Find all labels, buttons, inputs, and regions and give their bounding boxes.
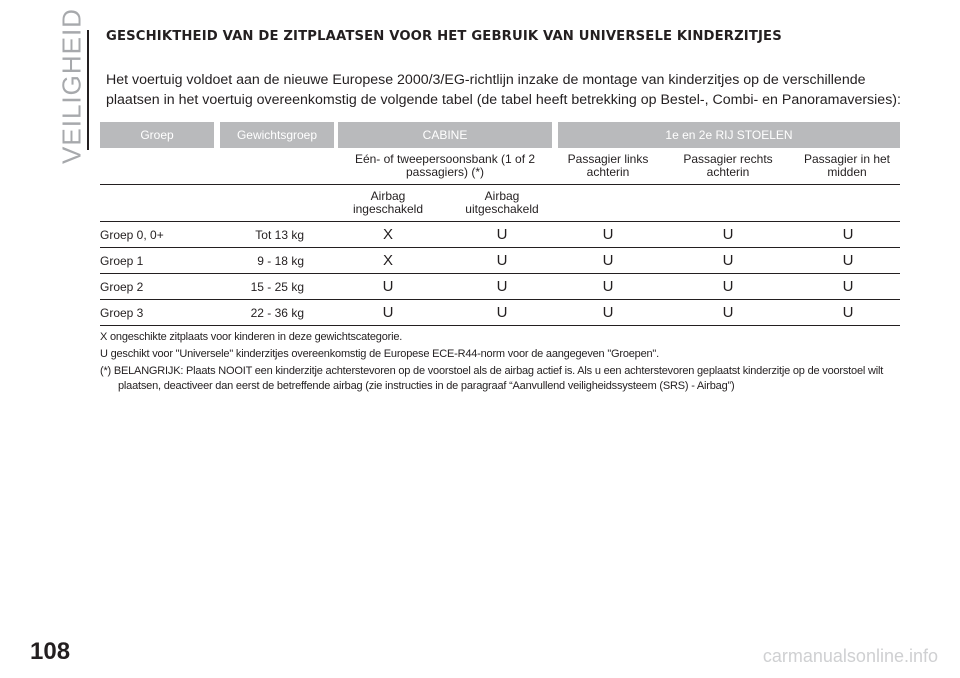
mark-rear-right: U	[722, 226, 734, 243]
table-row	[100, 300, 900, 326]
mark-airbag-off: U	[496, 304, 508, 321]
note-u: U geschikt voor "Universele" kinderzitjes overeenkomstig de Europese ECE-R44-norm voor de aangegeven "Groepen".	[100, 348, 659, 360]
table-notes	[100, 330, 900, 397]
mark-rear-left: U	[602, 252, 614, 269]
header-cabin: CABINE	[338, 122, 552, 148]
table-row	[100, 274, 900, 300]
watermark: carmanualsonline.info	[762, 646, 938, 666]
subheader-airbag-off: Airbag uitgeschakeld	[465, 189, 539, 216]
page-title: GESCHIKTHEID VAN DE ZITPLAATSEN VOOR HET GEBRUIK VAN UNIVERSELE KINDERZITJES	[106, 29, 782, 44]
subheader-airbag-on: Airbag ingeschakeld	[352, 189, 424, 216]
row-weight: 22 - 36 kg	[250, 305, 304, 320]
subheader-bench: Eén- of tweepersoonsbank (1 of 2 passagiers) (*)	[354, 152, 536, 179]
mark-airbag-on: U	[382, 278, 394, 295]
mark-rear-left: U	[602, 304, 614, 321]
header-weight: Gewichtsgroep	[220, 122, 334, 148]
note-airbag-warning: (*) BELANGRIJK: Plaats NOOIT een kinderzitje achterstevoren op de voorstoel als de airbag actief is. Als u een achterstevoren geplaatst kinderzitje op de voorstoel wilt plaatsen, deactiveer dan eerst de betreffende airbag (zie instructies in de paragraaf “Aanvullend veiligheidssysteem (SRS) - Airbag”)	[100, 365, 884, 392]
header-rows: 1e en 2e RIJ STOELEN	[558, 122, 900, 148]
page-number: 108	[30, 638, 71, 665]
table-airbag-row	[100, 185, 900, 222]
mark-airbag-on: X	[382, 226, 393, 243]
row-group: Groep 0, 0+	[100, 227, 164, 242]
mark-rear-middle: U	[842, 252, 854, 269]
intro-paragraph: Het voertuig voldoet aan de nieuwe Europese 2000/3/EG-richtlijn inzake de montage van kinderzitjes op de verschillende plaatsen in het voertuig overeenkomstig de volgende tabel (de tabel heeft betrekking op Bestel-, Combi- en Panoramaversies):	[106, 72, 901, 108]
mark-rear-right: U	[722, 252, 734, 269]
row-weight: Tot 13 kg	[255, 227, 304, 242]
row-weight: 15 - 25 kg	[250, 279, 304, 294]
mark-airbag-off: U	[496, 252, 508, 269]
table-row	[100, 248, 900, 274]
row-weight: 9 - 18 kg	[257, 253, 304, 268]
mark-airbag-on: X	[382, 252, 393, 269]
subheader-rear-right: Passagier rechts achterin	[683, 152, 773, 179]
mark-rear-left: U	[602, 278, 614, 295]
header-group: Groep	[100, 122, 214, 148]
mark-airbag-off: U	[496, 278, 508, 295]
mark-rear-middle: U	[842, 226, 854, 243]
table-header-row	[100, 122, 900, 148]
mark-rear-right: U	[722, 278, 734, 295]
section-label: VEILIGHEID	[56, 8, 87, 164]
table-subheader-row	[100, 148, 900, 185]
mark-rear-middle: U	[842, 278, 854, 295]
subheader-rear-middle: Passagier in het midden	[803, 152, 891, 179]
side-divider	[87, 30, 89, 150]
note-x: X ongeschikte zitplaats voor kinderen in deze gewichtscategorie.	[100, 331, 403, 343]
mark-rear-middle: U	[842, 304, 854, 321]
mark-airbag-off: U	[496, 226, 508, 243]
mark-airbag-on: U	[382, 304, 394, 321]
child-seat-table	[100, 122, 900, 326]
mark-rear-left: U	[602, 226, 614, 243]
row-group: Groep 3	[100, 305, 144, 320]
row-group: Groep 1	[100, 253, 144, 268]
table-row	[100, 222, 900, 248]
row-group: Groep 2	[100, 279, 144, 294]
mark-rear-right: U	[722, 304, 734, 321]
subheader-rear-left: Passagier links achterin	[567, 152, 649, 179]
